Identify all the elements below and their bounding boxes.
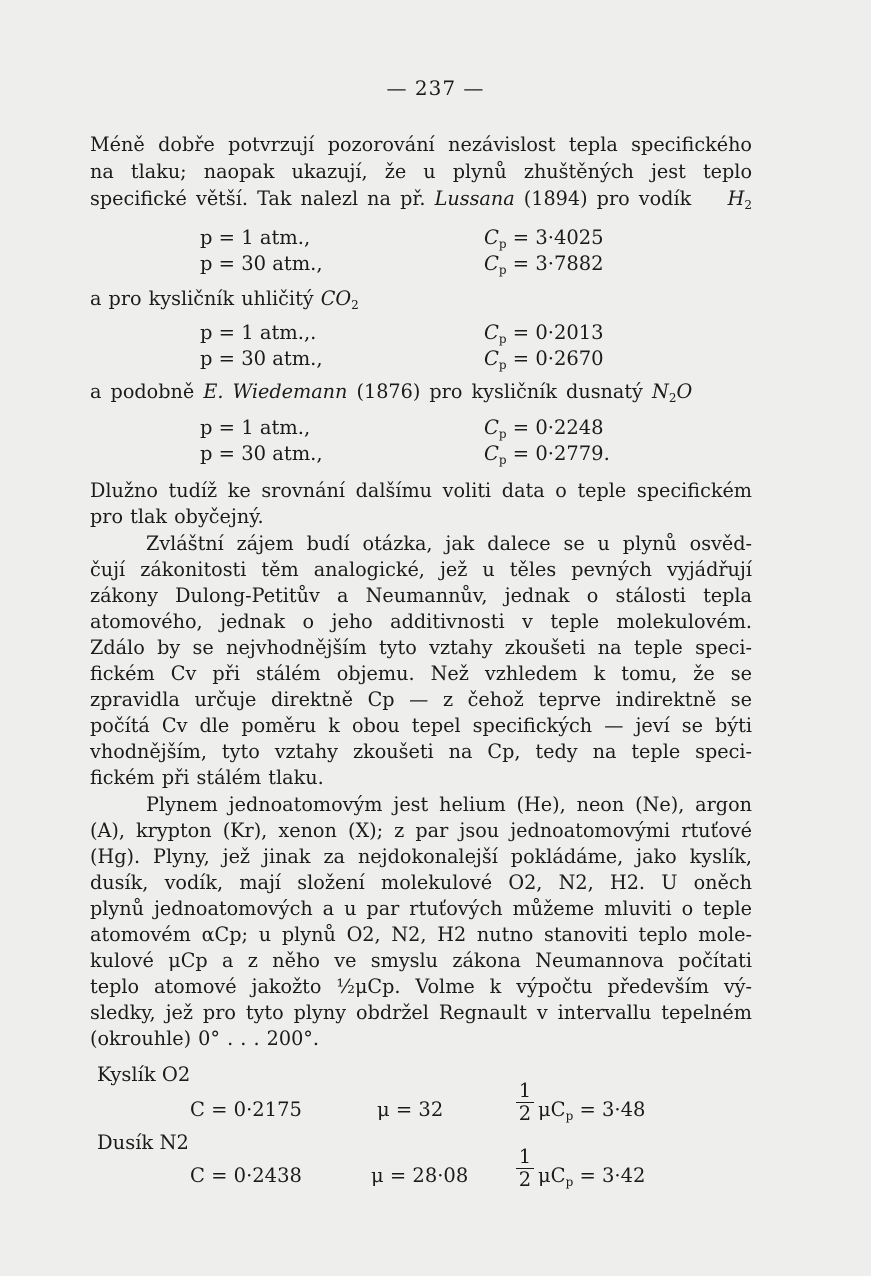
text-line: (Hg). Plyny, jež jinak za nejdokonalejší pokládáme, jako kyslík, xyxy=(90,845,752,868)
pressure-value: p = 1 atm.,. xyxy=(200,321,317,344)
text-line: a podobně E. Wiedemann (1876) pro kysličník dusnatý $N_2O$ xyxy=(90,380,693,405)
gas-label-oxygen: Kyslík O2 xyxy=(97,1063,191,1086)
text-line: kulové μCp a z něho ve smyslu zákona Neumannova počítati xyxy=(90,949,752,972)
author-name: E. Wiedemann xyxy=(203,380,348,403)
gas-label-nitrogen: Dusík N2 xyxy=(97,1131,189,1154)
page-number: — 237 — xyxy=(386,76,485,100)
text-line: atomového, jednak o jeho additivnosti v teple molekulovém. xyxy=(90,610,752,633)
text-line: a pro kysličník uhličitý $CO_2$ xyxy=(90,287,359,312)
text-line: Zvláštní zájem budí otázka, jak dalece se u plynů osvěd- xyxy=(146,532,752,555)
text-line: teplo atomové jakožto ½μCp. Volme k výpočtu především vý- xyxy=(90,975,752,998)
text-line: Dlužno tudíž ke srovnání dalšímu voliti data o teple specifickém xyxy=(90,479,752,502)
cp-value: C = 0·2175 xyxy=(190,1098,302,1121)
text-line: fickém při stálém tlaku. xyxy=(90,766,324,789)
cp-value: $C_p = 0\cdot 2013$ xyxy=(484,321,604,346)
text-line: (A), krypton (Kr), xenon (X); z par jsou jednoatomovými rtuťové xyxy=(90,819,752,842)
text-line: atomovém αCp; u plynů O2, N2, H2 nutno stanoviti teplo mole- xyxy=(90,923,752,946)
cp-value: $C_p = 0\cdot 2248$ xyxy=(484,416,604,441)
fraction-half: $\frac{1}{2}$ xyxy=(516,1080,534,1125)
half-mu-cp: $\mu C_p = 3\cdot 48$ xyxy=(538,1098,646,1123)
half-mu-cp: $\mu C_p = 3\cdot 42$ xyxy=(538,1164,646,1189)
text-line: specifické větší. Tak nalezl na př. Lussana (1894) pro vodík $H_2$ xyxy=(90,187,752,212)
text-line: počítá Cv dle poměru k obou tepel specifických — jeví se býti xyxy=(90,714,752,737)
text-line: zákony Dulong-Petitův a Neumannův, jednak o stálosti tepla xyxy=(90,584,752,607)
text-line: (okrouhle) 0° . . . 200°. xyxy=(90,1027,319,1050)
pressure-value: p = 30 atm., xyxy=(200,347,323,370)
mu-value: μ = 32 xyxy=(377,1098,444,1121)
text-line: fickém Cv při stálém objemu. Než vzhledem k tomu, že se xyxy=(90,662,752,685)
text-line: Plynem jednoatomovým jest helium (He), neon (Ne), argon xyxy=(146,793,752,816)
cp-value: $C_p = 3\cdot 4025$ xyxy=(484,226,604,251)
text-line: na tlaku; naopak ukazují, že u plynů zhuštěných jest teplo xyxy=(90,160,752,183)
cp-value: $C_p = 0\cdot 2779$. xyxy=(484,442,610,467)
text-line: Méně dobře potvrzují pozorování nezávislost tepla specifického xyxy=(90,133,752,156)
cp-value: $C_p = 3\cdot 7882$ xyxy=(484,252,604,277)
text-line: dusík, vodík, mají složení molekulové O2, N2, H2. U oněch xyxy=(90,871,752,894)
text-line: zpravidla určuje direktně Cp — z čehož teprve indirektně se xyxy=(90,688,752,711)
pressure-value: p = 1 atm., xyxy=(200,226,311,249)
pressure-value: p = 30 atm., xyxy=(200,252,323,275)
cp-value: C = 0·2438 xyxy=(190,1164,302,1187)
text-line: plynů jednoatomových a u par rtuťových můžeme mluviti o teple xyxy=(90,897,752,920)
author-name: Lussana xyxy=(434,187,515,210)
pressure-value: p = 30 atm., xyxy=(200,442,323,465)
text-line: sledky, jež pro tyto plyny obdržel Regnault v intervallu tepelném xyxy=(90,1001,752,1024)
text-line: Zdálo by se nejvhodnějším tyto vztahy zkoušeti na teple speci- xyxy=(90,636,752,659)
text-line: čují zákonitosti těm analogické, jež u těles pevných vyjádřují xyxy=(90,558,752,581)
cp-value: $C_p = 0\cdot 2670$ xyxy=(484,347,604,372)
pressure-value: p = 1 atm., xyxy=(200,416,311,439)
fraction-half: $\frac{1}{2}$ xyxy=(516,1146,534,1191)
mu-value: μ = 28·08 xyxy=(371,1164,469,1187)
text-line: pro tlak obyčejný. xyxy=(90,505,264,528)
text-line: vhodnějším, tyto vztahy zkoušeti na Cp, tedy na teple speci- xyxy=(90,740,752,763)
